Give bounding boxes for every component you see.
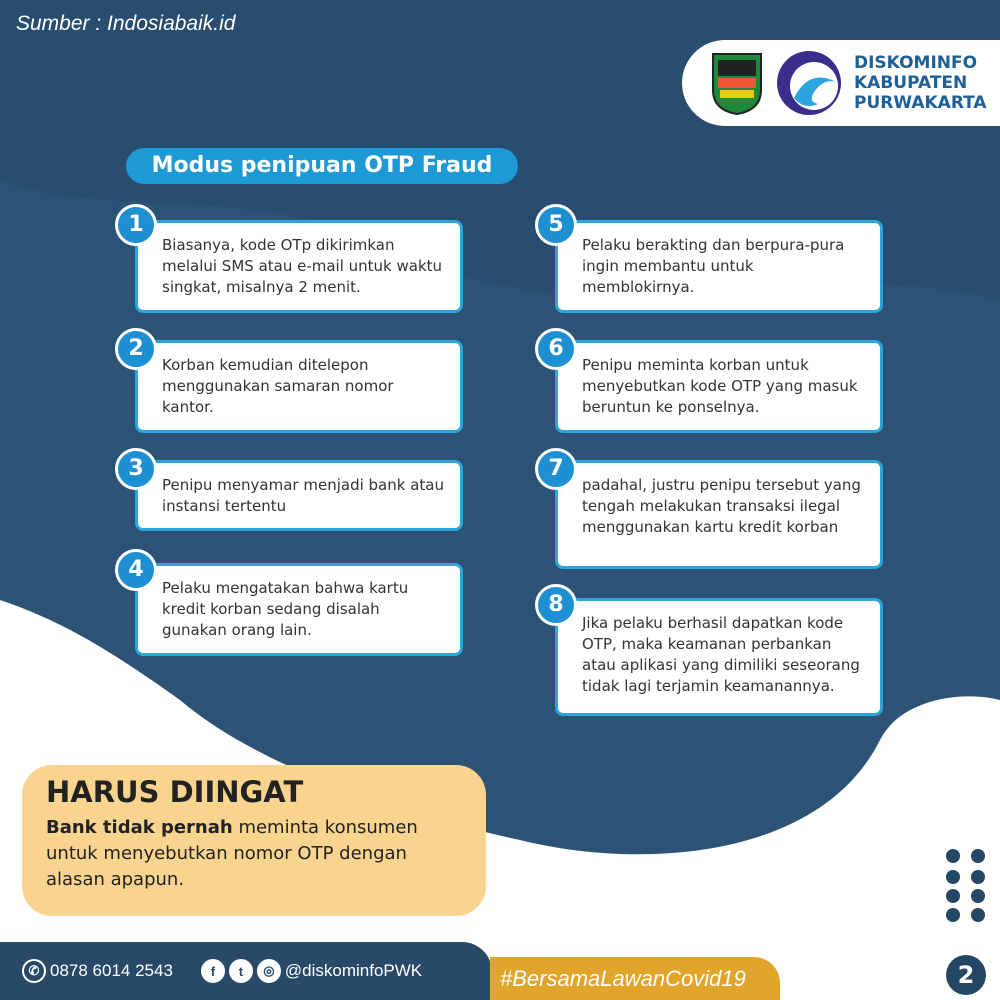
step-number: 2 (115, 328, 157, 370)
step-number: 6 (535, 328, 577, 370)
reminder-rest: meminta konsumen untuk menyebutkan nomor OTP dengan alasan apapun. (46, 817, 418, 890)
step-number: 5 (535, 204, 577, 246)
facebook-icon[interactable]: f (201, 959, 225, 983)
reminder-box (22, 765, 486, 916)
reminder-bold: Bank tidak pernah (46, 817, 233, 838)
twitter-icon[interactable]: t (229, 959, 253, 983)
list-item (555, 460, 883, 569)
step-number: 7 (535, 448, 577, 490)
kominfo-logo-icon (774, 48, 844, 118)
logo-line-2: KABUPATEN (854, 73, 968, 93)
logo-line-1: DISKOMINFO (854, 53, 978, 73)
purwakarta-emblem-icon (710, 50, 764, 116)
list-item (555, 220, 883, 313)
list-item (135, 340, 463, 433)
list-item (555, 598, 883, 716)
item-text: Penipu meminta korban untuk menyebutkan kode OTP yang masuk beruntun ke ponselnya. (582, 356, 858, 416)
step-number: 1 (115, 204, 157, 246)
list-item (135, 460, 463, 531)
page-title: Modus penipuan OTP Fraud (126, 148, 518, 184)
list-item (555, 340, 883, 433)
source-credit: Sumber : Indosiabaik.id (16, 12, 236, 35)
page-number: 2 (946, 955, 986, 995)
reminder-heading: HARUS DIINGAT (46, 775, 304, 809)
logo-header (682, 40, 1000, 126)
step-number: 8 (535, 584, 577, 626)
social-handle: @diskominfoPWK (284, 961, 423, 980)
item-text: Korban kemudian ditelepon menggunakan samaran nomor kantor. (162, 356, 394, 416)
item-text: Penipu menyamar menjadi bank atau instansi tertentu (162, 476, 444, 515)
hashtag: #BersamaLawanCovid19 (490, 957, 780, 1000)
reminder-text (46, 815, 462, 893)
footer-bar (0, 942, 492, 1000)
list-item (135, 563, 463, 656)
logo-text (854, 53, 987, 113)
item-text: Pelaku berakting dan berpura-pura ingin membantu untuk memblokirnya. (582, 236, 845, 296)
instagram-icon[interactable]: ◎ (257, 959, 281, 983)
step-number: 4 (115, 549, 157, 591)
step-number: 3 (115, 448, 157, 490)
item-text: Jika pelaku berhasil dapatkan kode OTP, maka keamanan perbankan atau aplikasi yang dimiliki seseorang tidak lagi terjamin keamanannya. (582, 614, 860, 695)
item-text: Pelaku mengatakan bahwa kartu kredit korban sedang disalah gunakan orang lain. (162, 579, 409, 639)
item-text: Biasanya, kode OTp dikirimkan melalui SMS atau e-mail untuk waktu singkat, misalnya 2 menit. (162, 236, 443, 296)
item-text: padahal, justru penipu tersebut yang tengah melakukan transaksi ilegal menggunakan kartu kredit korban (582, 476, 861, 536)
whatsapp-icon: ✆ (22, 959, 46, 983)
list-item (135, 220, 463, 313)
phone-number: 0878 6014 2543 (50, 961, 173, 980)
logo-line-3: PURWAKARTA (854, 93, 987, 113)
